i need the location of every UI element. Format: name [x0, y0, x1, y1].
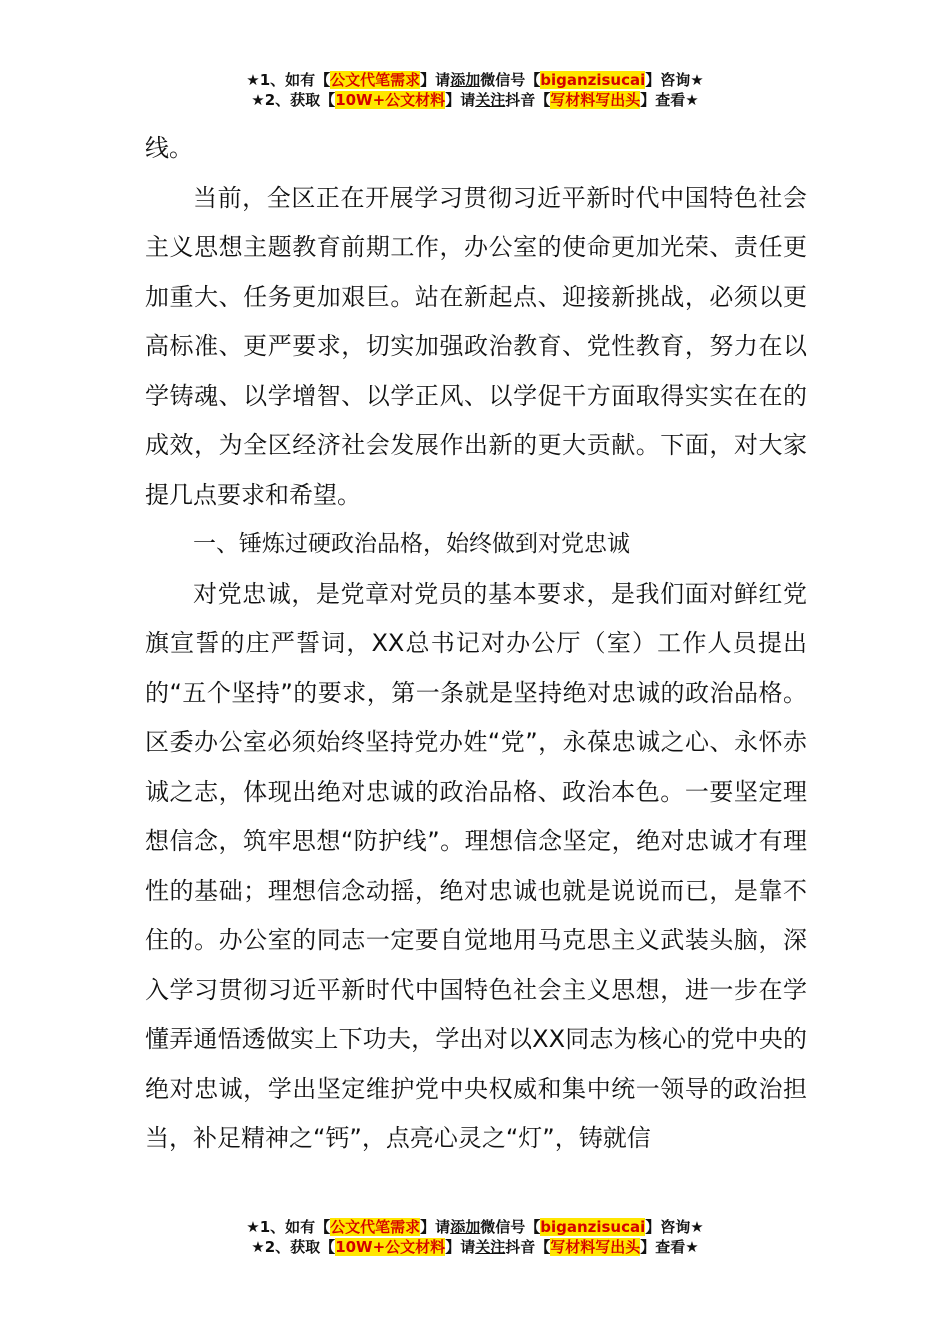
banner-line-1: ★1、如有【公文代笔需求】请添加微信号【biganzisucai】咨询★	[246, 1218, 704, 1236]
paragraph-loyalty: 对党忠诚，是党章对党员的基本要求，是我们面对鲜红党旗宣誓的庄严誓词，XX总书记对办公厅（室）工作人员提出的“五个坚持”的要求，第一条就是坚持绝对忠诚的政治品格。区委办公室必须始终坚持党办姓“党”，永葆忠诚之心、永怀赤诚之志，体现出绝对忠诚的政治品格、政治本色。一要坚定理想信念，筑牢思想“防护线”。理想信念坚定，绝对忠诚才有理性的基础；理想信念动摇，绝对忠诚也就是说说而已，是靠不住的。办公室的同志一定要自觉地用马克思主义武装头脑，深入学习贯彻习近平新时代中国特色社会主义思想，进一步在学懂弄通悟透做实上下功夫，学出对以XX同志为核心的党中央的绝对忠诚，学出坚定维护党中央权威和集中统一领导的政治担当，补足精神之“钙”，点亮心灵之“灯”，铸就信	[145, 579, 807, 1152]
highlight-service: 公文代笔需求	[330, 1218, 421, 1236]
banner-line-2: ★2、获取【10W+公文材料】请关注抖音【写材料写出头】查看★	[251, 1238, 699, 1256]
highlight-wechat-id: biganzisucai	[540, 71, 646, 89]
footer-banner	[0, 1217, 950, 1257]
banner-line-2: ★2、获取【10W+公文材料】请关注抖音【写材料写出头】查看★	[251, 91, 699, 109]
banner-line-1: ★1、如有【公文代笔需求】请添加微信号【biganzisucai】咨询★	[246, 71, 704, 89]
document-body	[145, 124, 807, 1164]
section-heading: 一、锤炼过硬政治品格，始终做到对党忠诚	[193, 531, 630, 557]
highlight-materials: 10W+公文材料	[335, 91, 446, 109]
highlight-douyin-account: 写材料写出头	[550, 91, 641, 109]
highlight-materials: 10W+公文材料	[335, 1238, 446, 1256]
paragraph-continued: 线。	[145, 134, 193, 162]
paragraph-intro: 当前，全区正在开展学习贯彻习近平新时代中国特色社会主义思想主题教育前期工作，办公室的使命更加光荣、责任更加重大、任务更加艰巨。站在新起点、迎接新挑战，必须以更高标准、更严要求，切实加强政治教育、党性教育，努力在以学铸魂、以学增智、以学正风、以学促干方面取得实实在在的成效，为全区经济社会发展作出新的更大贡献。下面，对大家提几点要求和希望。	[145, 183, 807, 509]
highlight-service: 公文代笔需求	[330, 71, 421, 89]
header-banner	[0, 70, 950, 110]
highlight-wechat-id: biganzisucai	[540, 1218, 646, 1236]
highlight-douyin-account: 写材料写出头	[550, 1238, 641, 1256]
